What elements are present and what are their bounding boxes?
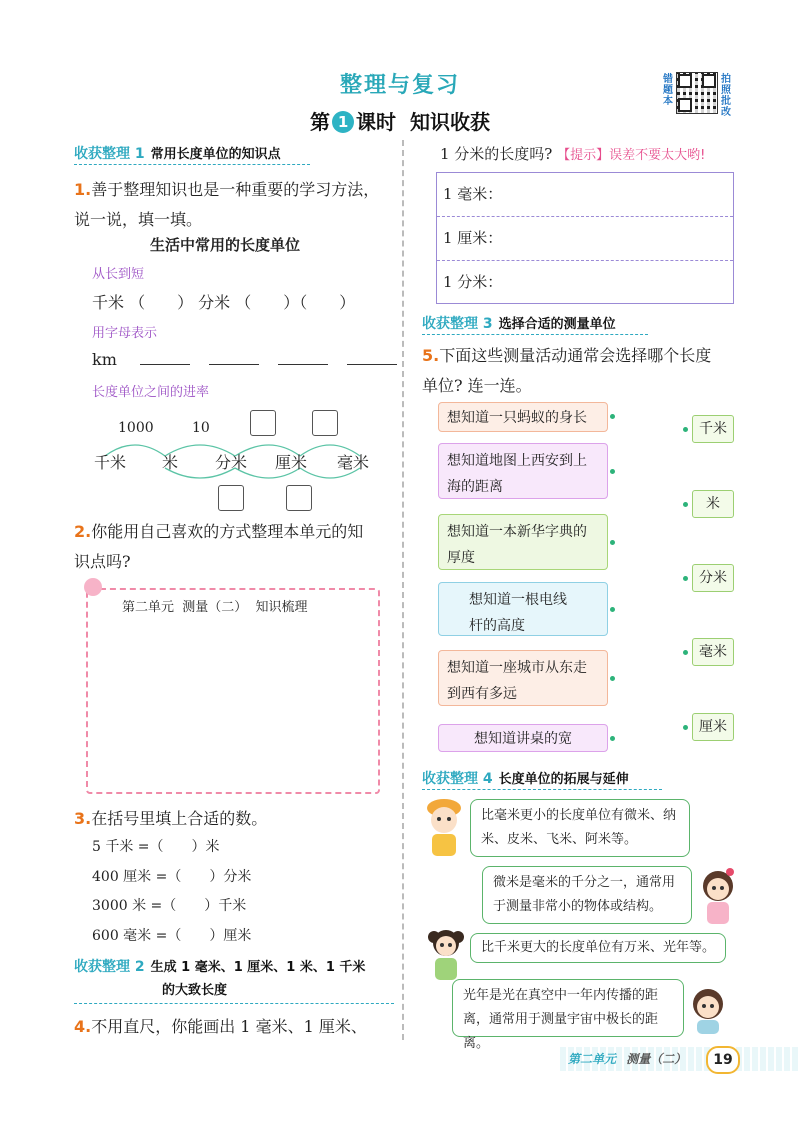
footer-unit: 第二单元 (568, 1052, 617, 1066)
q4-text-cont (440, 143, 705, 164)
section-title-cont: 的大致长度 (162, 983, 228, 998)
unit-limi: 厘米 (275, 453, 308, 472)
footer-topic: 测量（二） (626, 1052, 687, 1066)
footer-label (568, 1050, 686, 1067)
q2-number: 2. (74, 522, 92, 541)
answer-row-mm[interactable]: 1 毫米： (437, 173, 733, 217)
blank[interactable] (347, 364, 397, 365)
q4-number: 4. (74, 1017, 92, 1036)
km-label: km (92, 350, 117, 369)
q1-units-row: 千米 （ ） 分米 （ ）（ ） (92, 293, 356, 312)
boy-character-icon (422, 798, 466, 860)
section-underline (74, 164, 310, 165)
qr-left-label: 错 题 本 (663, 74, 673, 107)
lesson-suffix: 课时 (356, 110, 397, 134)
q5-line1: 下面这些测量活动通常会选择哪个长度 (439, 346, 712, 365)
unit-card[interactable]: 千米 (692, 415, 734, 443)
answer-row-dm[interactable]: 1 分米： (443, 273, 503, 291)
connect-dot[interactable] (610, 736, 615, 741)
connect-dot[interactable] (610, 469, 615, 474)
q4-hint: 【提示】误差不要太大哟! (557, 148, 706, 163)
unit-qianmi: 千米 (94, 453, 127, 472)
connect-dot[interactable] (610, 414, 615, 419)
connect-dot[interactable] (683, 502, 688, 507)
lesson-number-badge: 1 (332, 111, 354, 133)
rate-blank-box[interactable] (286, 485, 312, 511)
unit-haomi: 毫米 (337, 453, 370, 472)
connect-dot[interactable] (683, 576, 688, 581)
lesson-prefix: 第 (310, 110, 331, 134)
connect-dot[interactable] (683, 427, 688, 432)
section-3-heading (422, 313, 616, 333)
q5-line2: 单位? 连一连。 (422, 376, 532, 395)
connect-dot[interactable] (610, 676, 615, 681)
q3-text (74, 806, 267, 829)
speech-bubble: 比千米更大的长度单位有万米、光年等。 (470, 933, 726, 963)
q1-line1: 善于整理知识也是一种重要的学习方法， (91, 180, 380, 199)
unit-mi: 米 (162, 453, 179, 472)
section-2-heading (74, 956, 404, 1002)
activity-card[interactable]: 想知道讲桌的宽 (438, 724, 608, 752)
activity-card[interactable]: 想知道一本新华字典的厚度 (438, 514, 608, 570)
q4-text (74, 1014, 367, 1037)
unit-card[interactable]: 毫米 (692, 638, 734, 666)
page-number: 19 (706, 1046, 740, 1074)
q1-letters-row (92, 350, 397, 369)
q4-line2: 1 分米的长度吗? (440, 145, 553, 163)
girl-character-icon (686, 986, 730, 1036)
connect-dot[interactable] (683, 725, 688, 730)
q2-text (74, 517, 404, 577)
speech-bubble: 光年是光在真空中一年内传播的距离，通常用于测量宇宙中极长的距离。 (452, 979, 684, 1037)
q1-text (74, 175, 404, 235)
rate-1000: 1000 (118, 420, 154, 436)
q3-number: 3. (74, 809, 92, 828)
unit-fenmi: 分米 (215, 453, 248, 472)
activity-card[interactable]: 想知道一座城市从东走到西有多远 (438, 650, 608, 706)
section-underline (422, 789, 662, 790)
section-tag: 收获整理 1 (74, 146, 145, 162)
activity-card[interactable]: 想知道一根电线杆的高度 (438, 582, 608, 636)
blank[interactable] (140, 364, 190, 365)
section-title: 生成 1 毫米、1 厘米、1 米、1 千米 (150, 960, 366, 975)
q3-item: 3000 米 =（ ）千米 (92, 898, 247, 914)
girl-character-icon (424, 925, 468, 985)
q5-text (422, 341, 742, 401)
q3-item: 600 毫米 =（ ）厘米 (92, 928, 252, 944)
section-tag: 收获整理 3 (422, 316, 493, 332)
unit-card[interactable]: 分米 (692, 564, 734, 592)
rate-10: 10 (192, 420, 210, 436)
flower-icon (84, 578, 102, 596)
knowledge-map-box[interactable] (86, 588, 380, 794)
q5-number: 5. (422, 346, 440, 365)
q1-line2: 说一说，填一填。 (74, 210, 203, 229)
qr-code-icon[interactable] (676, 72, 718, 114)
knowledge-map-title: 第二单元 测量（二） 知识梳理 (122, 600, 308, 615)
q1-table-title: 生活中常用的长度单位 (150, 236, 301, 254)
label-rate: 长度单位之间的进率 (92, 385, 210, 400)
rate-blank-box[interactable] (218, 485, 244, 511)
connect-dot[interactable] (683, 650, 688, 655)
q2-line2: 识点吗? (74, 552, 131, 571)
section-underline (74, 1003, 394, 1004)
section-underline (422, 334, 648, 335)
section-tag: 收获整理 2 (74, 959, 145, 975)
speech-bubble: 比毫米更小的长度单位有微米、纳米、皮米、飞米、阿米等。 (470, 799, 690, 857)
answer-row-cm[interactable]: 1 厘米： (437, 217, 733, 261)
unit-card[interactable]: 厘米 (692, 713, 734, 741)
section-4-heading (422, 768, 629, 788)
q3-item: 400 厘米 =（ ）分米 (92, 869, 252, 885)
section-1-heading (74, 143, 281, 163)
section-title: 常用长度单位的知识点 (150, 147, 281, 162)
q4-answer-box (436, 172, 734, 304)
section-title: 长度单位的拓展与延伸 (498, 772, 629, 787)
q1-number: 1. (74, 180, 92, 199)
speech-bubble: 微米是毫米的千分之一，通常用于测量非常小的物体或结构。 (482, 866, 692, 924)
q3-item: 5 千米 =（ ）米 (92, 839, 220, 855)
blank[interactable] (209, 364, 259, 365)
section-tag: 收获整理 4 (422, 771, 493, 787)
connect-dot[interactable] (610, 607, 615, 612)
label-order: 从长到短 (92, 267, 145, 282)
column-divider (402, 140, 404, 1040)
section-title: 选择合适的测量单位 (498, 317, 616, 332)
blank[interactable] (278, 364, 328, 365)
label-letters: 用字母表示 (92, 326, 158, 341)
lesson-name: 知识收获 (409, 110, 490, 134)
activity-card[interactable]: 想知道地图上西安到上海的距离 (438, 443, 608, 499)
girl-character-icon (696, 866, 740, 928)
unit-card[interactable]: 米 (692, 490, 734, 518)
activity-card[interactable]: 想知道一只蚂蚁的身长 (438, 402, 608, 432)
q3-line: 在括号里填上合适的数。 (91, 809, 268, 828)
q4-line1: 不用直尺，你能画出 1 毫米、1 厘米、 (91, 1017, 367, 1036)
qr-right-label: 拍 照 批 改 (721, 74, 731, 118)
connect-dot[interactable] (610, 540, 615, 545)
page-title: 整理与复习 (339, 73, 460, 98)
q2-line1: 你能用自己喜欢的方式整理本单元的知 (91, 522, 364, 541)
